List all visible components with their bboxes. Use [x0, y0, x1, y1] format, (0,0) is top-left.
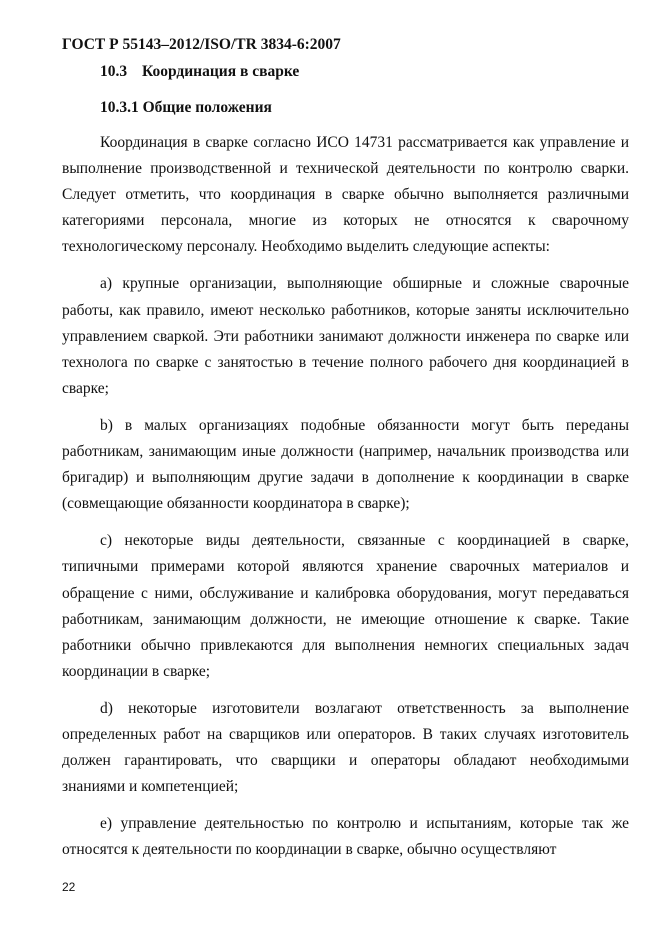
paragraph-item-b: b) в малых организациях подобные обязанности могут быть переданы работникам, занимающим иные должности (например, начальник производства или бригадир) и выполняющим другие задачи в дополнение к координации в сварке (совмещающие обязанности координатора в сварке); [62, 416, 629, 513]
paragraph-item-e: e) управление деятельностью по контролю и испытаниям, которые так же относятся к деятельности по координации в сварке, обычно осуществляют [62, 815, 629, 859]
section-number: 10.3 [100, 63, 128, 80]
body-text [62, 130, 629, 863]
paragraph-item-a: a) крупные организации, выполняющие обширные и сложные сварочные работы, как правило, имеют несколько работников, которые заняты исключительно управлением сваркой. Эти работники занимают должности инженера по сварке или технолога по сварке с занятостью в течение полного рабочего дня координацией в сварке; [62, 275, 629, 397]
document-header: ГОСТ Р 55143–2012/ISO/TR 3834-6:2007 [62, 36, 341, 53]
subsection-heading: 10.3.1 Общие положения [100, 99, 272, 116]
paragraph-intro: Координация в сварке согласно ИСО 14731 рассматривается как управление и выполнение производственной и технической деятельности по контролю сварки. Следует отметить, что координация в сварке обычно выполняется различными категориями персонала, многие из которых не относятся к сварочному технологическому персоналу. Необходимо выделить следующие аспекты: [62, 134, 629, 256]
paragraph-item-d: d) некоторые изготовители возлагают ответственность за выполнение определенных работ на сварщиков или операторов. В таких случаях изготовитель должен гарантировать, что сварщики и операторы обладают необходимыми знаниями и компетенцией; [62, 699, 629, 796]
paragraph-item-c: c) некоторые виды деятельности, связанные с координацией в сварке, типичными примерами которой являются хранение сварочных материалов и обращение с ними, обслуживание и калибровка оборудования, могут передаваться работникам, занимающим должности, не имеющие отношение к сварке. Такие работники обычно привлекаются для выполнения немногих специальных задач координации в сварке; [62, 532, 629, 680]
section-heading [100, 63, 299, 81]
page-number: 22 [62, 880, 76, 894]
section-title: Координация в сварке [142, 63, 300, 80]
